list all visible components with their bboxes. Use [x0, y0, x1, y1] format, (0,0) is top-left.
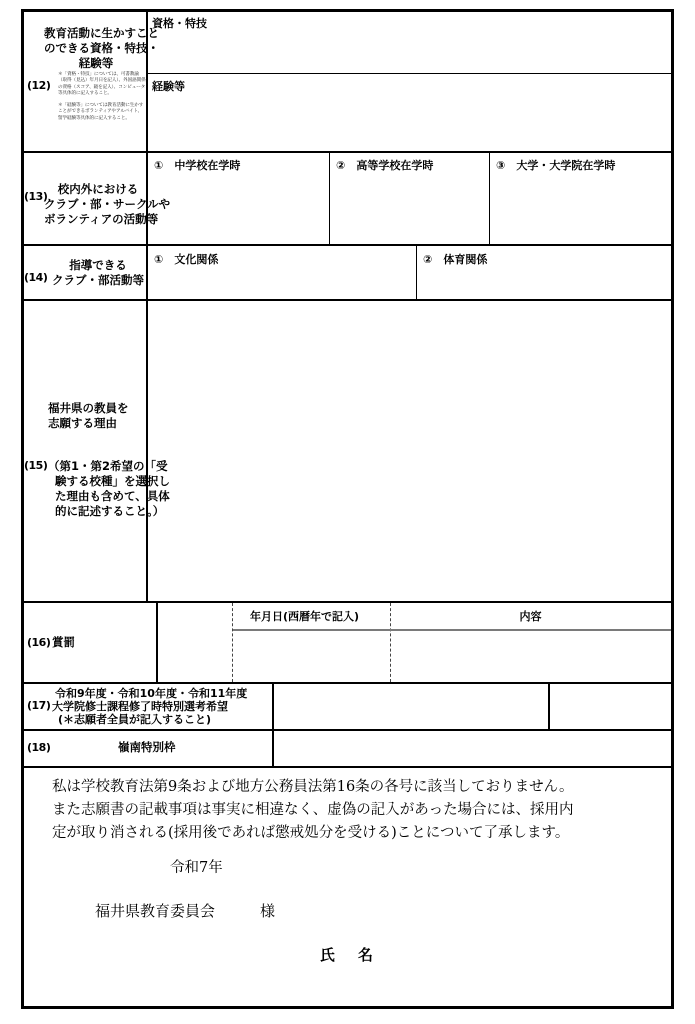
section-13-column-2[interactable] — [330, 151, 490, 244]
section-15-instruction-line4: 的に記述すること。） — [55, 504, 165, 518]
section-15-label-cell — [24, 299, 148, 601]
section-17-label-line2: 大学院修士課程修了時特別選考希望 — [52, 700, 228, 713]
section-12-experience-header: 経験等 — [152, 80, 185, 93]
section-16-date-header: 年月日(西暦年で記入) — [250, 610, 360, 623]
section-15-instruction-line2: 験する校種」を選択し — [55, 474, 170, 488]
section-12-qualifications-cell[interactable] — [148, 11, 671, 74]
section-17-value-cell-b[interactable] — [550, 682, 671, 729]
section-17-label-line1: 令和9年度・令和10年度・令和11年度 — [55, 687, 248, 700]
section-15-number: (15) — [24, 459, 48, 472]
declaration-name-input[interactable] — [400, 944, 640, 964]
section-15-label-line2: 志願する理由 — [48, 416, 117, 430]
section-15-label-line1: 福井県の教員を — [48, 401, 129, 415]
section-17-number: (17) — [27, 699, 51, 712]
section-16-number: (16) — [27, 636, 51, 649]
section-12-qualifications-header: 資格・特技 — [152, 17, 207, 30]
section-13-column-2-header: ② 高等学校在学時 — [336, 159, 434, 172]
section-13-column-3-header: ③ 大学・大学院在学時 — [496, 159, 616, 172]
section-13-column-1[interactable] — [148, 151, 330, 244]
section-14-column-1-header: ① 文化関係 — [154, 253, 219, 266]
section-12-note-2: ＊「経験等」については教育活動に生かすことができるボランティアやアルバイト、留学経験等具体的に記入すること。 — [58, 103, 144, 121]
section-12-number: (12) — [27, 79, 51, 92]
section-18-number: (18) — [27, 741, 51, 754]
section-14-label-line2: クラブ・部活動等 — [52, 273, 144, 287]
declaration-line-1: 私は学校教育法第9条および地方公務員法第16条の各号に該当しておりません。 — [52, 779, 574, 795]
section-17-label-line3: (＊志願者全員が記入すること) — [58, 713, 212, 726]
section-13-label-line3: ボランティアの活動等 — [44, 212, 159, 226]
section-16-content-header: 内容 — [519, 610, 542, 623]
section-18-value-cell[interactable] — [274, 729, 671, 766]
section-16-row-content[interactable] — [391, 631, 671, 682]
section-12-label-line2: のできる資格・特技・ — [44, 41, 159, 55]
section-13-label-line2: クラブ・部・サークルや — [44, 197, 171, 211]
section-14-column-2-header: ② 体育関係 — [423, 253, 488, 266]
section-14-column-1[interactable] — [148, 244, 417, 299]
declaration-date[interactable]: 令和7年 — [170, 860, 223, 876]
section-14-number: (14) — [24, 271, 48, 284]
section-13-number: (13) — [24, 190, 48, 203]
section-16-row-date[interactable] — [233, 631, 390, 682]
section-18-label: 嶺南特別枠 — [118, 740, 176, 754]
section-15-instruction-line3: た理由も含めて、具体 — [55, 489, 170, 503]
section-14-label-line1: 指導できる — [69, 258, 127, 272]
section-15-reason-field[interactable] — [148, 299, 671, 601]
section-12-label-line1: 教育活動に生かすこと — [44, 26, 159, 40]
section-13-column-3[interactable] — [490, 151, 671, 244]
section-12-label-line3: 経験等 — [78, 56, 114, 70]
section-13-column-1-header: ① 中学校在学時 — [154, 159, 241, 172]
section-13-label-line1: 校内外における — [57, 182, 139, 196]
declaration-line-2: また志願書の記載事項は事実に相違なく、虚偽の記入があった場合には、採用内 — [52, 802, 574, 818]
section-16-spacer-column — [158, 601, 232, 682]
section-16-label: 賞罰 — [52, 635, 75, 649]
section-17-value-cell-a[interactable] — [274, 682, 550, 729]
declaration-name-label: 氏 名 — [320, 946, 378, 964]
section-12-experience-cell[interactable] — [148, 74, 671, 151]
declaration-addressee: 福井県教育委員会 様 — [95, 902, 276, 920]
section-12-note-1: ＊「資格・特技」については、可書教諭（取得（見込）年月日を記入）、外国語関係の資格（スコア、級を記入）、コンピュータ等具体的に記入すること。 — [58, 72, 146, 97]
section-14-column-2[interactable] — [417, 244, 671, 299]
declaration-line-3: 定が取り消される(採用後であれば懲戒処分を受ける)ことについて了承します。 — [52, 825, 570, 841]
section-15-instruction-line1: （第1・第2希望の「受 — [48, 459, 168, 473]
